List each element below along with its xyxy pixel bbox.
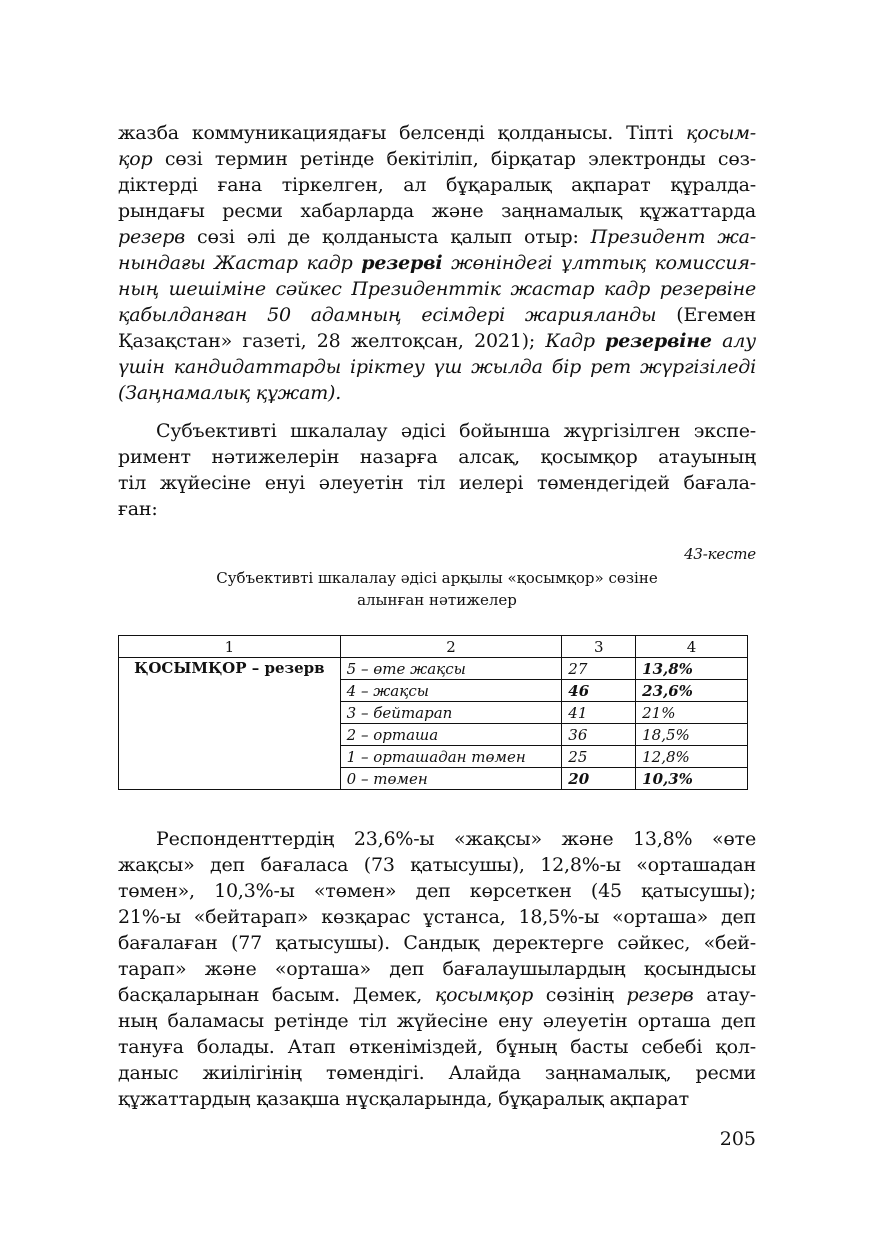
table-header-row bbox=[119, 636, 748, 658]
text-run: Қазақстан» газеті, 28 желтоқсан, 2021); bbox=[118, 330, 546, 352]
text-run: тіл жүйесіне енуі әлеуетін тіл иелері төмендегідей бағала- bbox=[118, 472, 756, 494]
rating-level-cell: 4 – жақсы bbox=[340, 680, 562, 702]
text-run: діктерді ғана тіркелген, ал бұқаралық ақпарат құралда- bbox=[118, 174, 756, 196]
row-label-cell: ҚОСЫМҚОР – резерв bbox=[119, 658, 341, 790]
text-run: сөзі әлі де қолданыста қалып отыр: bbox=[185, 226, 591, 248]
text-line bbox=[156, 826, 756, 852]
count-cell: 25 bbox=[562, 746, 636, 768]
italic-text: қор bbox=[118, 148, 153, 170]
text-line bbox=[118, 982, 756, 1008]
percent-cell: 21% bbox=[636, 702, 748, 724]
page-number: 205 bbox=[719, 1128, 756, 1150]
text-line bbox=[118, 172, 756, 198]
text-line bbox=[118, 198, 756, 224]
text-run: сөзі термин ретінде бекітіліп, бірқатар электронды сөз- bbox=[152, 148, 756, 170]
text-line bbox=[118, 224, 756, 250]
count-cell: 27 bbox=[562, 658, 636, 680]
italic-text: үшін кандидаттарды іріктеу үш жылда бір рет жүргізіледі bbox=[118, 356, 756, 378]
rating-level-cell: 3 – бейтарап bbox=[340, 702, 562, 724]
percent-cell: 18,5% bbox=[636, 724, 748, 746]
percent-cell: 23,6% bbox=[636, 680, 748, 702]
text-run: ған: bbox=[118, 498, 158, 520]
rating-level-cell: 2 – орташа bbox=[340, 724, 562, 746]
text-run: римент нәтижелерін назарға алсақ, қосымқор атауының bbox=[118, 446, 756, 468]
italic-text: Кадр bbox=[545, 330, 606, 352]
text-line bbox=[118, 354, 756, 380]
text-line bbox=[118, 380, 756, 406]
bold-italic-term: резервіне bbox=[605, 330, 712, 352]
percent-cell: 13,8% bbox=[636, 658, 748, 680]
count-cell: 20 bbox=[562, 768, 636, 790]
text-line bbox=[118, 956, 756, 982]
text-run: атау- bbox=[693, 984, 756, 1006]
italic-text: ның шешіміне сәйкес Президенттік жастар кадр резервіне bbox=[118, 278, 756, 300]
text-run: төмен», 10,3%-ы «төмен» деп көрсеткен (45 қатысушы); bbox=[118, 880, 756, 902]
text-line bbox=[118, 276, 756, 302]
count-cell: 41 bbox=[562, 702, 636, 724]
text-line bbox=[118, 496, 756, 522]
italic-text: қосым- bbox=[685, 122, 756, 144]
text-run: жақсы» деп бағаласа (73 қатысушы), 12,8%-ы «орташадан bbox=[118, 854, 756, 876]
text-line bbox=[118, 1008, 756, 1034]
text-run: сөзінің bbox=[533, 984, 627, 1006]
table-header-cell: 3 bbox=[562, 636, 636, 658]
text-run: тарап» және «орташа» деп бағалаушылардың қосындысы bbox=[118, 958, 756, 980]
rating-level-cell: 1 – орташадан төмен bbox=[340, 746, 562, 768]
count-cell: 46 bbox=[562, 680, 636, 702]
percent-cell: 10,3% bbox=[636, 768, 748, 790]
text-line bbox=[118, 1034, 756, 1060]
table-number: 43-кесте bbox=[684, 545, 756, 563]
text-run: (Егемен bbox=[656, 304, 757, 326]
table-row bbox=[119, 658, 748, 680]
text-run: бағалаған (77 қатысушы). Сандық деректерге сәйкес, «бей- bbox=[118, 932, 756, 954]
text-run: жазба коммуникациядағы белсенді қолданысы. Тіпті bbox=[118, 122, 686, 144]
italic-text: қабылданған 50 адамның есімдері жарияланды bbox=[118, 304, 657, 326]
text-run: құжаттардың қазақша нұсқаларында, бұқаралық ақпарат bbox=[118, 1088, 689, 1110]
rating-level-cell: 5 – өте жақсы bbox=[340, 658, 562, 680]
italic-text: қосымқор bbox=[434, 984, 534, 1006]
text-run: даныс жиілігінің төмендігі. Алайда заңнамалық, ресми bbox=[118, 1062, 756, 1084]
rating-level-cell: 0 – төмен bbox=[340, 768, 562, 790]
text-run: тануға болады. Атап өткеніміздей, бұның басты себебі қол- bbox=[118, 1036, 756, 1058]
text-line bbox=[118, 1086, 756, 1112]
table-caption-line-1: Субъективті шкалалау әдісі арқылы «қосымқор» сөзіне bbox=[216, 569, 658, 587]
text-line bbox=[118, 146, 756, 172]
italic-text: резерв bbox=[626, 984, 694, 1006]
text-line bbox=[118, 328, 756, 354]
text-run: 21%-ы «бейтарап» көзқарас ұстанса, 18,5%-ы «орташа» деп bbox=[118, 906, 756, 928]
italic-text: нындағы Жастар кадр bbox=[118, 252, 362, 274]
italic-text: (Заңнамалық құжат). bbox=[118, 382, 342, 404]
results-table bbox=[118, 635, 748, 790]
count-cell: 36 bbox=[562, 724, 636, 746]
text-line bbox=[118, 120, 756, 146]
text-line bbox=[118, 470, 756, 496]
italic-text: резерв bbox=[118, 226, 186, 248]
text-run: рындағы ресми хабарларда және заңнамалық құжаттарда bbox=[118, 200, 756, 222]
italic-text: Президент жа- bbox=[590, 226, 756, 248]
text-line bbox=[118, 930, 756, 956]
bold-italic-term: резерві bbox=[361, 252, 443, 274]
text-line bbox=[118, 878, 756, 904]
text-run: Респонденттердің 23,6%-ы «жақсы» және 13,8% «өте bbox=[156, 828, 756, 850]
text-line bbox=[118, 852, 756, 878]
table-caption-line-2: алынған нәтижелер bbox=[357, 591, 517, 609]
italic-text: алу bbox=[711, 330, 756, 352]
table-header-cell: 2 bbox=[340, 636, 562, 658]
text-run: Субъективті шкалалау әдісі бойынша жүргізілген экспе- bbox=[156, 420, 756, 442]
text-run: басқаларынан басым. Демек, bbox=[118, 984, 435, 1006]
text-line bbox=[118, 1060, 756, 1086]
text-line bbox=[156, 418, 756, 444]
italic-text: жөніндегі ұлттық комиссия- bbox=[442, 252, 756, 274]
text-line bbox=[118, 444, 756, 470]
text-line bbox=[118, 904, 756, 930]
table-header-cell: 4 bbox=[636, 636, 748, 658]
text-line bbox=[118, 302, 756, 328]
text-line bbox=[118, 250, 756, 276]
table-header-cell: 1 bbox=[119, 636, 341, 658]
percent-cell: 12,8% bbox=[636, 746, 748, 768]
text-run: ның баламасы ретінде тіл жүйесіне ену әлеуетін орташа деп bbox=[118, 1010, 756, 1032]
